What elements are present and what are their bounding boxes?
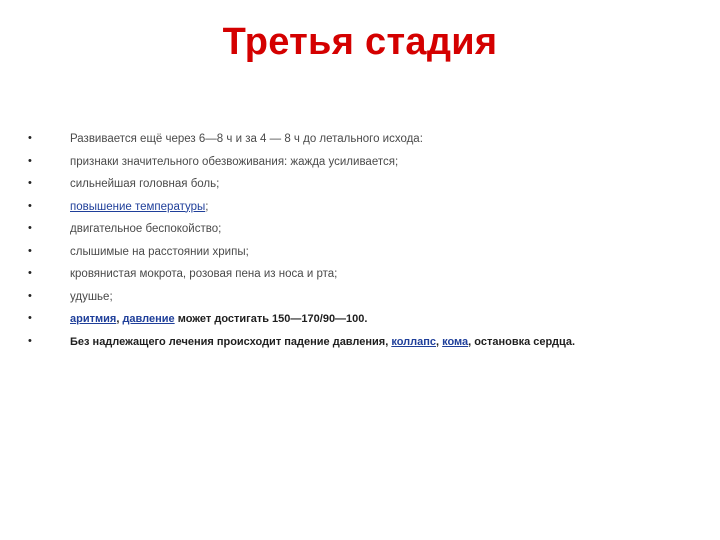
bullet-text (70, 246, 249, 258)
text-segment: может достигать 150—170/90—100. (174, 313, 368, 325)
slide-title: Третья стадия (222, 21, 498, 63)
text-link[interactable]: повышение температуры (70, 200, 206, 213)
bullet-list (28, 127, 698, 352)
text-segment: Развивается ещё через 6—8 ч и за 4 — 8 ч до летального исхода: (70, 133, 423, 145)
bullet-dot: • (28, 244, 32, 257)
list-item (28, 240, 698, 263)
list-item (28, 150, 698, 173)
text-segment: , (116, 313, 123, 325)
text-segment: ; (205, 200, 209, 213)
bullet-text (70, 178, 219, 190)
bullet-text (70, 268, 337, 280)
text-link[interactable]: давление (122, 313, 175, 325)
bullet-dot: • (28, 199, 32, 212)
text-segment: , (436, 335, 443, 348)
text-segment: слышимые на расстоянии хрипы; (70, 245, 249, 258)
bullet-text (70, 223, 221, 235)
text-segment: , остановка сердца. (468, 335, 576, 348)
list-item (28, 262, 698, 285)
list-item (28, 195, 698, 218)
text-segment: удушье; (70, 290, 113, 303)
bullet-dot: • (28, 154, 32, 167)
list-item (28, 172, 698, 195)
bullet-dot: • (28, 267, 32, 279)
list-item (28, 330, 698, 353)
bullet-dot: • (28, 222, 32, 234)
list-item (28, 285, 698, 308)
bullet-text (70, 201, 208, 213)
text-segment: сильнейшая головная боль; (70, 178, 220, 190)
bullet-dot: • (28, 132, 32, 144)
bullet-dot: • (28, 312, 32, 324)
bullet-text (70, 336, 575, 348)
bullet-text (70, 313, 367, 325)
bullet-text (70, 291, 113, 303)
text-segment: кровянистая мокрота, розовая пена из носа и рта; (70, 268, 338, 280)
text-link[interactable]: кома (442, 335, 469, 348)
list-item (28, 127, 698, 150)
bullet-text (70, 156, 398, 168)
bullet-text (70, 133, 423, 145)
text-segment: Без надлежащего лечения происходит падение давления, (70, 335, 392, 348)
list-item (28, 217, 698, 240)
bullet-dot: • (28, 177, 32, 189)
bullet-dot: • (28, 334, 32, 347)
text-segment: признаки значительного обезвоживания: жажда усиливается; (70, 155, 399, 168)
list-item (28, 307, 698, 330)
bullet-dot: • (28, 289, 32, 302)
text-link[interactable]: коллапс (391, 335, 436, 348)
text-link[interactable]: аритмия (70, 313, 117, 325)
text-segment: двигательное беспокойство; (70, 223, 222, 235)
